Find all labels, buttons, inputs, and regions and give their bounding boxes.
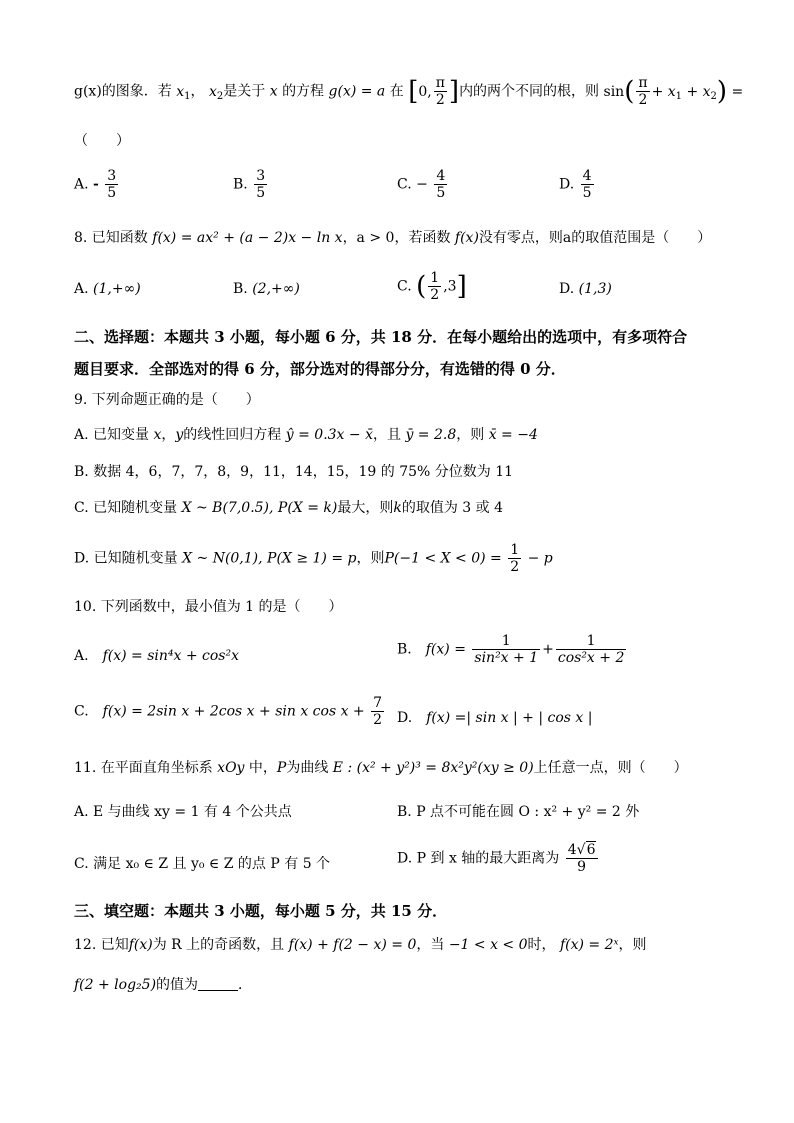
q8-option-d: D. (1,3) [559,281,612,297]
q11-stem: 11. 在平面直角坐标系 xOy 中，P为曲线 E : (x² + y²)³ = 8x²y²(xy ≥ 0)上任意一点，则（ ） [74,760,688,776]
section2-heading-line1: 二、选择题：本题共 3 小题，每小题 6 分，共 18 分．在每小题给出的选项中，有多项符合 [74,328,688,346]
section2-heading-line2: 题目要求．全部选对的得 6 分，部分选对的得部分分，有选错的得 0 分． [74,360,566,378]
q9-option-d: D. 已知随机变量 X ~ N(0,1), P(X ≥ 1) = p，则P(−1 < X < 0) = $\frac{1}{2}$ − p [74,542,553,576]
equation-g: g(x) = a [328,83,386,100]
q7-option-b: B. $\frac{3}{5}$ [233,168,266,202]
q9-option-c: C. 已知随机变量 X ~ B(7,0.5), P(X = k)最大，则k的取值为 3 或 4 [74,500,503,516]
q10-option-a: A. f(x) = sin⁴x + cos²x [74,648,239,664]
q7-option-a: A. - $\frac{3}{5}$ [74,168,117,202]
x1: $x_1$ [176,83,191,102]
q9-option-a: A. 已知变量 x，y的线性回归方程 ŷ = 0.3x − x̄，且 ȳ = 2.8，则 x̄ = −4 [74,427,538,443]
q10-option-d: D. f(x) =| sin x | + | cos x | [397,710,593,726]
q8-option-b: B. (2,+∞) [233,281,300,297]
q9-option-b: B. 数据 4，6，7，7，8，9，11，14，15，19 的 75% 分位数为 11 [74,464,514,480]
q12-stem: 12. 已知f(x)为 R 上的奇函数，且 f(x) + f(2 − x) = 0，当 −1 < x < 0时， f(x) = 2ˣ，则 [74,937,647,953]
q10-option-c: C. f(x) = 2sin x + 2cos x + sin x cos x + $\frac{7}{2}$ [74,695,383,729]
x2: $x_2$ [208,83,224,102]
interval: [0, $\frac{\pi}{2}$ ] [408,75,460,109]
q11-option-a: A. E 与曲线 xy = 1 有 4 个公共点 [74,804,292,820]
q7-option-c: C. − $\frac{4}{5}$ [397,168,446,202]
q9-stem: 9. 下列命题正确的是（ ） [74,392,260,408]
q7-stem: g(x)的图象．若 $x_1$， $x_2$是关于 x 的方程 g(x) = a 在 [0, $\frac{\pi}{2}$ ]内的两个不同的根，则 sin( $\frac{\pi}{2}$ + $x_1 + x_2$) = [74,75,744,109]
q11-option-d: D. P 到 x 轴的最大距离为 $\frac{4√6}{9}$ [397,842,596,876]
sin-expr: sin( $\frac{\pi}{2}$ + $x_1 + x_2$) = [603,75,744,109]
q11-option-c: C. 满足 x₀ ∈ Z 且 y₀ ∈ Z 的点 P 有 5 个 [74,856,331,872]
q7-option-d: D. $\frac{4}{5}$ [559,168,592,202]
q10-stem: 10. 下列函数中，最小值为 1 的是（ ） [74,599,343,615]
section3-heading: 三、填空题：本题共 3 小题，每小题 5 分，共 15 分． [74,902,448,920]
q8-option-c: C. ( $\frac{1}{2}$ ,3] [397,270,467,304]
q12-line2: f(2 + log₂5)的值为 ． [74,977,253,993]
q8-stem: 8. 已知函数 f(x) = ax² + (a − 2)x − ln x，a > 0，若函数 f(x)没有零点，则a的取值范围是（ ） [74,230,712,246]
q10-option-b: B. f(x) = $\frac{1}{\text{sin²x + 1}}$ + $\frac{1}{\text{cos²x + 2}}$ [397,633,625,667]
q7-paren: （ ） [74,133,130,149]
answer-blank[interactable] [198,990,238,991]
q11-option-b: B. P 点不可能在圆 O : x² + y² = 2 外 [397,804,640,820]
q8-option-a: A. (1,+∞) [74,281,141,297]
